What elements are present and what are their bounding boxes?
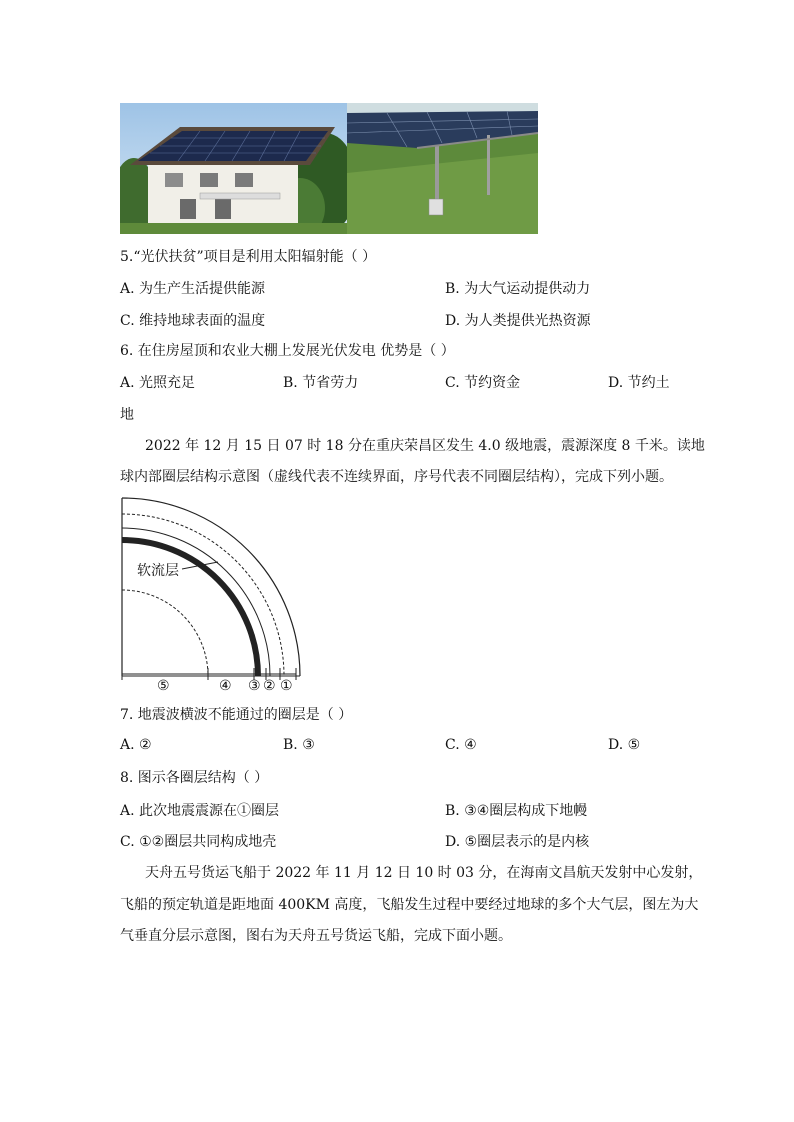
q8-option-b: B. ③④圈层构成下地幔 — [445, 803, 588, 819]
q5-option-c: C. 维持地球表面的温度 — [120, 313, 266, 329]
farm-solar-panels-photo — [347, 103, 538, 234]
q8-option-c: C. ①②圈层共同构成地壳 — [120, 834, 277, 850]
q5-option-b: B. 为大气运动提供动力 — [445, 281, 591, 297]
passage2-line1: 天舟五号货运飞船于 2022 年 11 月 12 日 10 时 03 分，在海南文昌航天发射中心发射， — [145, 865, 703, 881]
layer-marker-5: ⑤ — [157, 678, 170, 694]
passage1-line1: 2022 年 12 月 15 日 07 时 18 分在重庆荣昌区发生 4.0 级地震，震源深度 8 千米。读地 — [145, 438, 705, 454]
layer-marker-3: ③ — [248, 678, 261, 694]
earth-layers-diagram — [118, 494, 308, 700]
passage2-line3: 气垂直分层示意图，图右为天舟五号货运飞船，完成下面小题。 — [120, 928, 512, 944]
q6-option-a: A. 光照充足 — [120, 375, 196, 391]
layer-marker-1: ① — [280, 678, 293, 694]
q6-option-c: C. 节约资金 — [445, 375, 521, 391]
q8-stem: 8. 图示各圈层结构（ ） — [120, 770, 269, 786]
passage2-line2: 飞船的预定轨道是距地面 400KM 高度，飞船发生过程中要经过地球的多个大气层，图左为大 — [120, 897, 699, 913]
q6-stem: 6. 在住房屋顶和农业大棚上发展光伏发电 优势是（ ） — [120, 343, 455, 359]
passage1-line2: 球内部圈层结构示意图（虚线代表不连续界面，序号代表不同圈层结构），完成下列小题。 — [120, 469, 673, 485]
q8-option-a: A. 此次地震震源在①圈层 — [120, 803, 280, 819]
q5-option-a: A. 为生产生活提供能源 — [120, 281, 266, 297]
house-solar-roof-photo — [120, 103, 347, 234]
q6-option-b: B. 节省劳力 — [283, 375, 359, 391]
q6-option-d: D. 节约土 — [608, 375, 670, 391]
layer-marker-2: ② — [263, 678, 276, 694]
layer-marker-4: ④ — [219, 678, 232, 694]
q7-option-a: A. ② — [120, 737, 152, 753]
asthenosphere-label: 软流层 — [137, 563, 179, 579]
q7-option-c: C. ④ — [445, 737, 477, 753]
q7-option-d: D. ⑤ — [608, 737, 641, 753]
q5-stem: 5.“光伏扶贫”项目是利用太阳辐射能（ ） — [120, 249, 377, 265]
q7-stem: 7. 地震波横波不能通过的圈层是（ ） — [120, 707, 353, 723]
q8-option-d: D. ⑤圈层表示的是内核 — [445, 834, 590, 850]
q5-option-d: D. 为人类提供光热资源 — [445, 313, 591, 329]
q6-option-d-wrap: 地 — [120, 407, 134, 423]
q7-option-b: B. ③ — [283, 737, 315, 753]
